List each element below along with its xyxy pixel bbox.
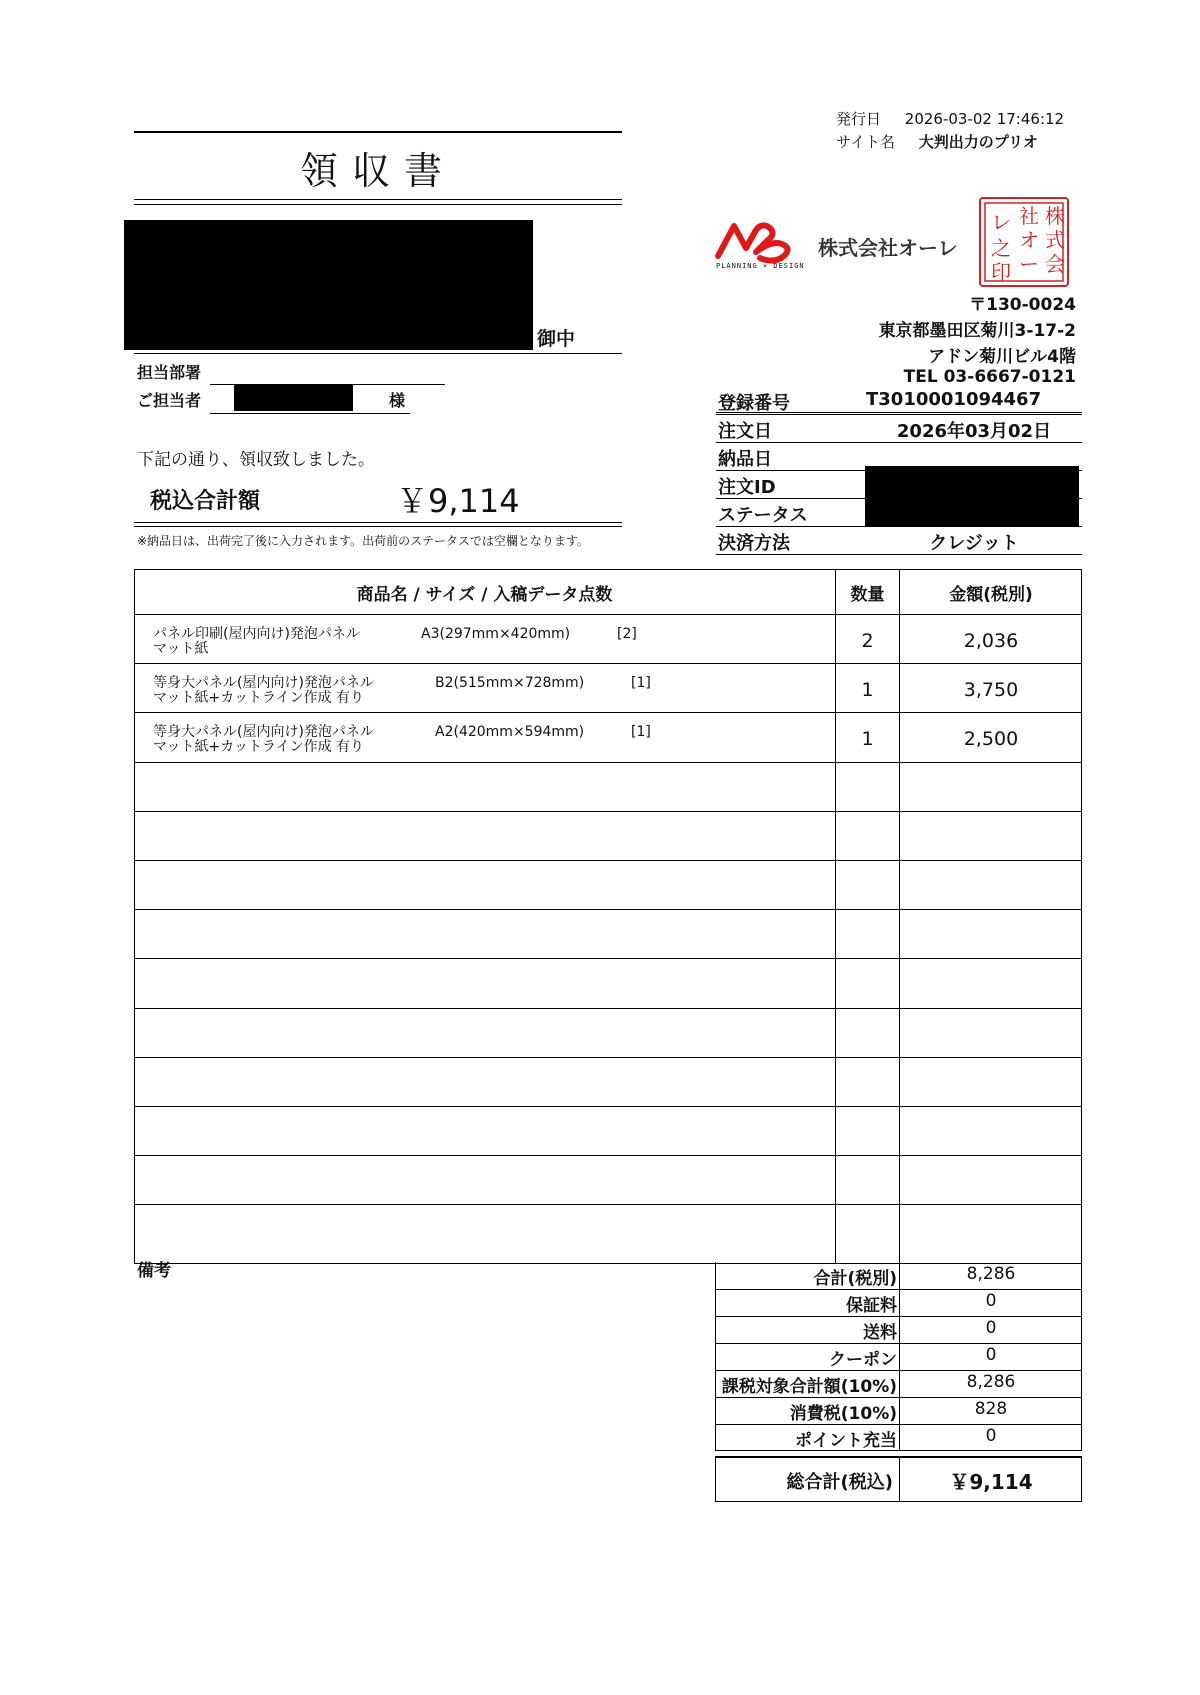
item-size: A2(420mm×594mm) bbox=[435, 724, 585, 740]
item-name: 等身大パネル(屋内向け)発泡パネル bbox=[153, 724, 374, 740]
payment-row bbox=[716, 526, 1082, 555]
totals-row bbox=[715, 1316, 1082, 1344]
totals-row bbox=[715, 1370, 1082, 1398]
site-row bbox=[836, 131, 1038, 152]
site-name: 大判出力のプリオ bbox=[918, 133, 1039, 151]
svg-text:社: 社 bbox=[1019, 204, 1039, 228]
items-col-divider-1 bbox=[835, 569, 836, 1264]
item-option: マット紙 bbox=[153, 641, 209, 657]
person-line bbox=[210, 413, 410, 414]
svg-text:株: 株 bbox=[1045, 204, 1065, 228]
table-row-divider bbox=[134, 909, 1082, 910]
total-line-1 bbox=[134, 522, 622, 523]
item-count: [1] bbox=[631, 724, 651, 740]
item-size: A3(297mm×420mm) bbox=[421, 626, 571, 642]
issue-date-label: 発行日 bbox=[836, 110, 882, 128]
issue-date-row bbox=[836, 108, 1064, 129]
items-col-divider-2 bbox=[899, 569, 900, 1264]
total-value: ￥9,114 bbox=[396, 482, 520, 520]
svg-text:式: 式 bbox=[1045, 228, 1065, 252]
table-row-divider bbox=[134, 1106, 1082, 1107]
totals-value: 0 bbox=[985, 1318, 997, 1338]
received-text: 下記の通り、領収致しました。 bbox=[137, 450, 375, 470]
totals-value: 0 bbox=[985, 1426, 997, 1446]
company-postal: 〒130-0024 bbox=[969, 295, 1076, 315]
table-row-divider bbox=[134, 1155, 1082, 1156]
table-row-divider bbox=[134, 860, 1082, 861]
table-row-divider bbox=[134, 1057, 1082, 1058]
order-id-redaction bbox=[865, 466, 1079, 527]
totals-value: 0 bbox=[985, 1345, 997, 1365]
total-line-2 bbox=[134, 526, 622, 527]
table-row bbox=[153, 627, 833, 657]
department-label: 担当部署 bbox=[137, 363, 202, 382]
table-row-divider bbox=[134, 663, 1082, 664]
item-amount: 2,500 bbox=[963, 728, 1019, 750]
company-address2: アドン菊川ビル4階 bbox=[928, 347, 1076, 367]
delivery-note: ※納品日は、出荷完了後に入力されます。出荷前のステータスでは空欄となります。 bbox=[137, 534, 589, 548]
item-option: マット紙+カットライン作成 有り bbox=[153, 690, 365, 706]
page-title: 領収書 bbox=[299, 149, 456, 193]
item-amount: 2,036 bbox=[963, 630, 1019, 652]
svg-text:ー: ー bbox=[1019, 252, 1039, 276]
payment-value: クレジット bbox=[929, 533, 1019, 554]
items-header-name: 商品名 / サイズ / 入稿データ点数 bbox=[356, 585, 613, 605]
totals-row bbox=[715, 1397, 1082, 1425]
site-label: サイト名 bbox=[836, 133, 895, 151]
payment-label: 決済方法 bbox=[718, 533, 790, 554]
item-qty: 1 bbox=[861, 679, 874, 701]
totals-label: 保証料 bbox=[846, 1296, 897, 1316]
totals-label: 課税対象合計額(10%) bbox=[721, 1377, 897, 1397]
svg-text:会: 会 bbox=[1045, 252, 1065, 276]
logo-subtext: PLANNING × DESIGN bbox=[716, 262, 805, 270]
table-row-divider bbox=[134, 1204, 1082, 1205]
company-address1: 東京都墨田区菊川3-17-2 bbox=[878, 321, 1076, 341]
recipient-divider bbox=[134, 353, 622, 354]
total-label: 税込合計額 bbox=[150, 489, 261, 514]
table-row-divider bbox=[134, 1008, 1082, 1009]
table-row-divider bbox=[134, 811, 1082, 812]
svg-text:レ: レ bbox=[991, 210, 1011, 234]
svg-text:之: 之 bbox=[991, 236, 1011, 260]
status-label: ステータス bbox=[718, 505, 808, 526]
totals-row bbox=[715, 1424, 1082, 1451]
person-label: ご担当者 bbox=[137, 391, 202, 410]
item-count: [2] bbox=[617, 626, 637, 642]
order-date-value: 2026年03月02日 bbox=[896, 421, 1052, 442]
company-tel: TEL 03-6667-0121 bbox=[903, 367, 1076, 387]
issue-date: 2026-03-02 17:46:12 bbox=[904, 110, 1065, 128]
delivery-date-label: 納品日 bbox=[718, 449, 772, 470]
table-row-divider bbox=[134, 762, 1082, 763]
table-row bbox=[153, 725, 833, 755]
reg-number-value: T3010001094467 bbox=[866, 389, 1042, 410]
totals-label: 送料 bbox=[863, 1323, 897, 1343]
grand-total-label: 総合計(税込) bbox=[786, 1472, 893, 1493]
totals-value: 8,286 bbox=[966, 1372, 1016, 1392]
item-option: マット紙+カットライン作成 有り bbox=[153, 739, 365, 755]
totals-value: 828 bbox=[974, 1399, 1008, 1419]
table-row-divider bbox=[134, 958, 1082, 959]
reg-number-row bbox=[716, 386, 1082, 415]
recipient-redaction bbox=[124, 220, 533, 350]
totals-value: 0 bbox=[985, 1291, 997, 1311]
person-suffix: 様 bbox=[389, 391, 406, 410]
items-header-qty: 数量 bbox=[850, 585, 885, 605]
company-name: 株式会社オーレ bbox=[818, 236, 958, 260]
order-date-row bbox=[716, 414, 1082, 443]
totals-row bbox=[715, 1289, 1082, 1317]
recipient-suffix: 御中 bbox=[537, 328, 576, 350]
svg-text:印: 印 bbox=[991, 260, 1011, 284]
table-row-divider bbox=[134, 614, 1082, 615]
svg-text:オ: オ bbox=[1019, 228, 1039, 252]
reg-divider bbox=[716, 412, 1082, 413]
items-header-amount: 金額(税別) bbox=[949, 585, 1033, 605]
item-name: パネル印刷(屋内向け)発泡パネル bbox=[153, 626, 360, 642]
totals-row bbox=[715, 1262, 1082, 1290]
grand-total-value: ￥9,114 bbox=[949, 1470, 1033, 1494]
totals-label: 消費税(10%) bbox=[789, 1404, 897, 1424]
items-table bbox=[134, 569, 1082, 1264]
item-size: B2(515mm×728mm) bbox=[435, 675, 585, 691]
totals-row bbox=[715, 1343, 1082, 1371]
item-qty: 1 bbox=[861, 728, 874, 750]
totals-label: クーポン bbox=[829, 1350, 897, 1370]
company-logo-icon bbox=[712, 218, 802, 266]
totals-label: ポイント充当 bbox=[795, 1431, 897, 1451]
totals-value: 8,286 bbox=[966, 1264, 1016, 1284]
item-amount: 3,750 bbox=[963, 679, 1019, 701]
remarks-label: 備考 bbox=[137, 1261, 171, 1281]
table-row bbox=[153, 676, 833, 706]
totals-label: 合計(税別) bbox=[813, 1269, 897, 1289]
item-count: [1] bbox=[631, 675, 651, 691]
order-date-label: 注文日 bbox=[718, 421, 772, 442]
order-id-label: 注文ID bbox=[718, 477, 776, 498]
item-name: 等身大パネル(屋内向け)発泡パネル bbox=[153, 675, 374, 691]
item-qty: 2 bbox=[861, 630, 874, 652]
table-row-divider bbox=[134, 712, 1082, 713]
reg-number-label: 登録番号 bbox=[718, 393, 790, 414]
company-seal-icon bbox=[979, 197, 1069, 287]
person-redaction bbox=[234, 385, 353, 411]
